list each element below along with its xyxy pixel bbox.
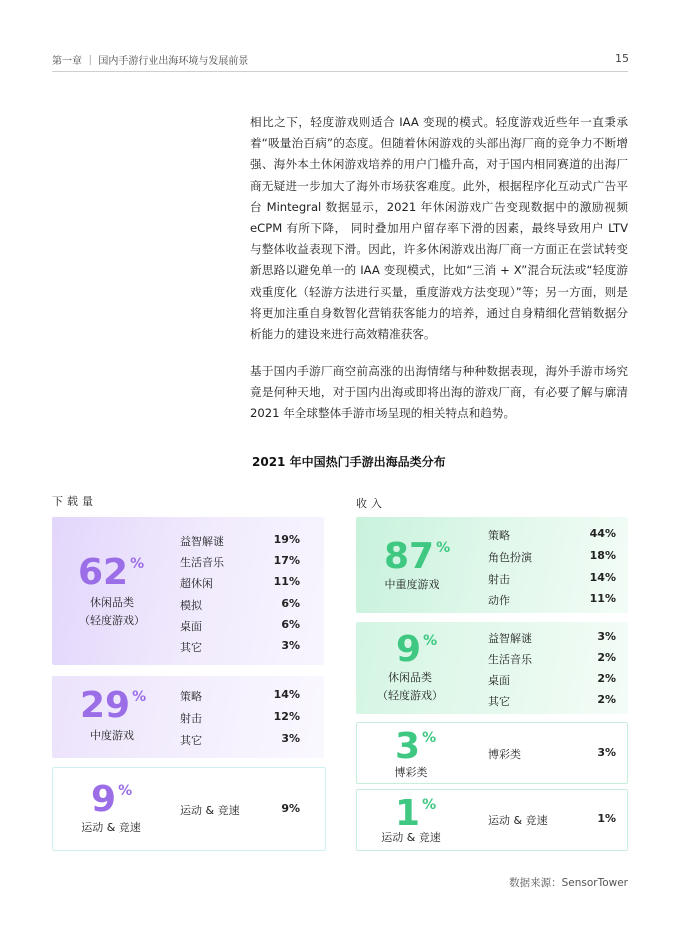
chapter-header: 第一章 ｜ 国内手游行业出海环境与发展前景 [52, 56, 249, 67]
revenue-gambling-percent: 3 % [395, 726, 437, 767]
list-item-value: 12% [273, 710, 300, 723]
list-item-name: 射击 [488, 573, 510, 586]
revenue-casual-card [356, 622, 628, 714]
list-item-name: 策略 [180, 690, 202, 703]
list-item-value: 6% [281, 618, 300, 631]
downloads-midcore-percent: 29 % [80, 685, 147, 726]
chart-title: 2021 年中国热门手游出海品类分布 [252, 455, 446, 469]
list-item-name: 桌面 [180, 620, 202, 633]
list-item-value: 11% [589, 592, 616, 605]
list-item-value: 11% [273, 575, 300, 588]
list-item-name: 其它 [180, 641, 202, 654]
list-item-name: 超休闲 [180, 577, 213, 590]
page-number: 15 [615, 52, 629, 65]
list-item-name: 生活音乐 [180, 556, 224, 569]
list-item-value: 1% [597, 812, 616, 825]
list-item-value: 6% [281, 597, 300, 610]
list-item-name: 益智解谜 [180, 535, 224, 548]
list-item-name: 角色扮演 [488, 551, 532, 564]
list-item-value: 2% [597, 651, 616, 664]
list-item-name: 射击 [180, 712, 202, 725]
list-item-value: 3% [281, 639, 300, 652]
downloads-sports-card [52, 767, 326, 851]
body-paragraph-2: 基于国内手游厂商空前高涨的出海情绪与种种数据表现，海外手游市场究竟是何种天地，对于国内出海或即将出海的游戏厂商，有必要了解与廓清 2021 年全球整体手游市场呈现的相关特点和趋势。 [250, 364, 628, 421]
list-item-value: 3% [597, 630, 616, 643]
list-item-value: 3% [281, 732, 300, 745]
list-item-value: 19% [273, 533, 300, 546]
list-item-value: 18% [589, 549, 616, 562]
list-item-name: 模拟 [180, 599, 202, 612]
list-item-name: 运动 & 竞速 [488, 814, 548, 827]
downloads-casual-sublabel: （轻度游戏） [79, 614, 145, 627]
downloads-casual-percent: 62 % [78, 552, 145, 593]
list-item-name: 桌面 [488, 674, 510, 687]
downloads-casual-card [52, 517, 324, 665]
list-item-value: 44% [589, 527, 616, 540]
downloads-section-label: 下载量 [52, 495, 97, 508]
revenue-casual-sublabel: （轻度游戏） [377, 689, 443, 702]
list-item-name: 其它 [180, 734, 202, 747]
list-item-value: 2% [597, 672, 616, 685]
downloads-sports-label: 运动 & 竞速 [81, 821, 141, 834]
revenue-midhardcore-label: 中重度游戏 [384, 578, 440, 591]
downloads-sports-percent: 9 % [91, 779, 133, 820]
downloads-casual-label: 休闲品类 [90, 596, 134, 609]
revenue-section-label: 收入 [356, 497, 386, 510]
data-source: 数据来源：SensorTower [509, 877, 628, 889]
revenue-gambling-label: 博彩类 [394, 766, 428, 779]
list-item-value: 3% [597, 746, 616, 759]
revenue-sports-card [356, 789, 628, 851]
revenue-casual-label: 休闲品类 [388, 671, 432, 684]
list-item-name: 运动 & 竞速 [180, 804, 240, 817]
list-item-name: 生活音乐 [488, 653, 532, 666]
list-item-name: 益智解谜 [488, 632, 532, 645]
list-item-value: 14% [273, 688, 300, 701]
list-item-value: 17% [273, 554, 300, 567]
list-item-value: 2% [597, 693, 616, 706]
revenue-sports-label: 运动 & 竞速 [381, 831, 441, 844]
revenue-midhardcore-percent: 87 % [384, 536, 451, 577]
body-paragraph-1: 相比之下，轻度游戏则适合 IAA 变现的模式。轻度游戏近些年一直秉承着“吸量治百病”的态度。但随着休闲游戏的头部出海厂商的竞争力不断增强、海外本土休闲游戏培养的用户门槛升高，对于国内相同赛道的出海厂商无疑进一步加大了海外市场获客难度。此外，根据程序化互动式广告平台 Mintegral 数据显示，2021 年休闲游戏广告变现数据中的激励视频 eCPM 有所下降， 同时叠加用户留存率下滑的因素，最终导致用户 LTV 与整体收益表现下滑。因此，许多休闲游戏出海厂商一方面正在尝试转变新思路以避免单一的 IAA 变现模式，比如“三消 + X”混合玩法或“轻度游戏重度化（轻游方法进行买量，重度游戏方法变现）”等；另一方面，则是将更加注重自身数智化营销获客能力的培养，通过自身精细化营销数据分析能力的建设来进行高效精准获客。 [250, 115, 628, 342]
revenue-sports-percent: 1 % [395, 793, 437, 834]
list-item-name: 策略 [488, 529, 510, 542]
list-item-name: 其它 [488, 695, 510, 708]
revenue-midhardcore-card [356, 517, 628, 613]
downloads-midcore-card [52, 676, 324, 758]
header-divider [52, 71, 628, 72]
revenue-gambling-card [356, 722, 628, 784]
list-item-value: 14% [589, 571, 616, 584]
list-item-value: 9% [281, 802, 300, 815]
downloads-midcore-label: 中度游戏 [90, 729, 134, 742]
list-item-name: 博彩类 [488, 748, 521, 761]
list-item-name: 动作 [488, 594, 510, 607]
revenue-casual-percent: 9 % [396, 629, 438, 670]
